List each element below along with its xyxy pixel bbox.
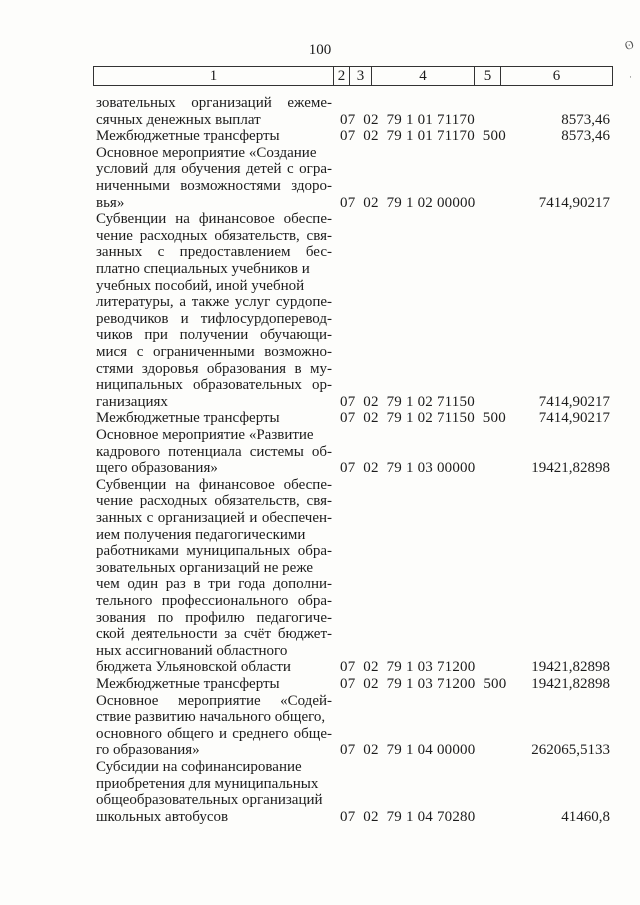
- row-amount: 19421,82898: [531, 676, 610, 692]
- row-description: условий для обучения детей с огра-: [96, 161, 332, 178]
- row-description: чиков при получении обучающи-: [96, 327, 332, 344]
- header-col-6: 6: [500, 67, 613, 86]
- row-code: 07 02 79 1 01 71170 500: [340, 128, 506, 145]
- row-description: Субсидии на софинансирование: [96, 759, 302, 775]
- row-description: сячных денежных выплат: [96, 111, 261, 128]
- row-description: бюджета Ульяновской области: [96, 659, 291, 676]
- row-description: ниципальных образовательных ор-: [96, 377, 332, 394]
- row-amount: 7414,90217: [538, 194, 610, 211]
- row-code: 07 02 79 1 03 71200 500: [340, 676, 507, 692]
- row-amount: 41460,8: [561, 808, 610, 825]
- row-description: Основное мероприятие «Содей-: [96, 692, 332, 709]
- scan-mark: ʘ: [623, 36, 636, 54]
- row-description: Межбюджетные трансферты: [96, 410, 280, 427]
- row-description: тельного профессионального обра-: [96, 593, 332, 609]
- row-code: 07 02 79 1 02 71150: [340, 393, 475, 410]
- row-description: реводчиков и тифлосурдоперевод-: [96, 310, 332, 327]
- row-description: ской деятельности за счёт бюджет-: [96, 626, 332, 643]
- row-description: Субвенции на финансовое обеспе-: [96, 211, 332, 228]
- row-code: 07 02 79 1 04 70280: [340, 808, 476, 825]
- row-description: работниками муниципальных обра-: [96, 543, 332, 560]
- row-code: 07 02 79 1 03 00000: [340, 460, 476, 477]
- row-code: 07 02 79 1 01 71170: [340, 111, 475, 128]
- row-description: мися с ограниченными возможно-: [96, 344, 332, 360]
- header-col-5: 5: [474, 67, 500, 86]
- row-code: 07 02 79 1 03 71200: [340, 659, 476, 676]
- row-description: ных ассигнований областного: [96, 642, 288, 659]
- row-description: щего образования»: [96, 460, 218, 477]
- row-description: Межбюджетные трансферты: [96, 128, 280, 145]
- row-description: Межбюджетные трансферты: [96, 676, 280, 692]
- row-amount: 19421,82898: [531, 460, 610, 477]
- row-amount: 8573,46: [561, 111, 610, 128]
- row-amount: 8573,46: [561, 128, 610, 145]
- row-description: ганизациях: [96, 393, 168, 410]
- header-col-2: 2: [333, 67, 349, 86]
- row-description: платно специальных учебников и: [96, 261, 310, 277]
- row-description: кадрового потенциала системы об-: [96, 443, 332, 460]
- row-description: Основное мероприятие «Развитие: [96, 427, 314, 443]
- row-description: общеобразовательных организаций: [96, 792, 323, 809]
- row-description: школьных автобусов: [96, 808, 229, 825]
- row-amount: 19421,82898: [531, 659, 610, 676]
- row-description: занных с предоставлением бес-: [96, 244, 332, 261]
- row-description: стями здоровья образования в му-: [96, 360, 332, 377]
- row-description: ием получения педагогическими: [96, 526, 306, 543]
- row-description: го образования»: [96, 742, 200, 759]
- row-description: основного общего и среднего обще-: [96, 725, 332, 742]
- row-description: ствие развитию начального общего,: [96, 709, 326, 726]
- row-code: 07 02 79 1 02 71150 500: [340, 410, 506, 427]
- header-col-3: 3: [349, 67, 371, 86]
- row-description: зовательных организаций ежеме-: [96, 95, 332, 111]
- row-description: приобретения для муниципальных: [96, 775, 319, 792]
- row-description: учебных пособий, иной учебной: [96, 277, 305, 294]
- row-description: чем один раз в три года дополни-: [96, 576, 332, 593]
- scan-speck: ·: [629, 72, 632, 82]
- row-description: чение расходных обязательств, свя-: [96, 493, 332, 510]
- row-description: зовательных организаций не реже: [96, 559, 314, 576]
- row-description: литературы, а также услуг сурдопе-: [96, 294, 332, 311]
- header-col-1: 1: [93, 67, 333, 86]
- row-amount: 262065,5133: [531, 742, 610, 759]
- row-description: Субвенции на финансовое обеспе-: [96, 476, 332, 493]
- row-code: 07 02 79 1 04 00000: [340, 742, 476, 759]
- row-amount: 7414,90217: [538, 410, 610, 427]
- row-amount: 7414,90217: [538, 393, 610, 410]
- row-description: ниченными возможностями здоро-: [96, 178, 332, 194]
- page-number: 100: [308, 42, 332, 58]
- row-description: занных с организацией и обеспечен-: [96, 510, 332, 526]
- row-description: зования по профилю педагогиче-: [96, 609, 332, 626]
- row-description: вья»: [96, 194, 125, 211]
- header-col-4: 4: [371, 67, 474, 86]
- row-description: Основное мероприятие «Создание: [96, 144, 317, 161]
- row-description: чение расходных обязательств, свя-: [96, 227, 332, 244]
- row-code: 07 02 79 1 02 00000: [340, 194, 476, 211]
- table-header: [93, 66, 613, 86]
